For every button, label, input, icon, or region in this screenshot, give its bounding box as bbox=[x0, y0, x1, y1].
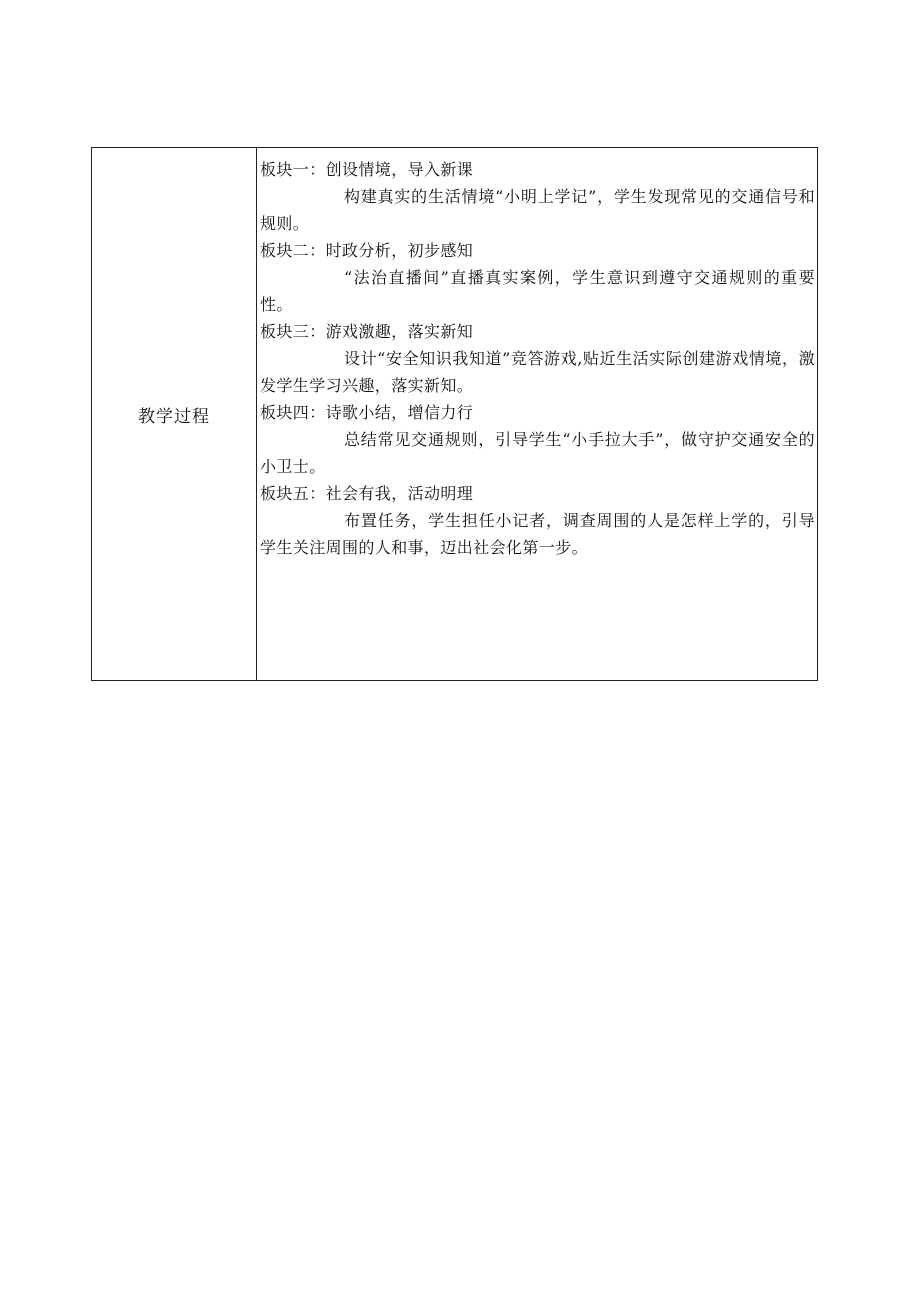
section-1 bbox=[260, 156, 815, 237]
section-heading: 板块四：诗歌小结，增信力行 bbox=[260, 403, 474, 422]
section-heading: 板块二：时政分析，初步感知 bbox=[260, 241, 474, 260]
section-body: 布置任务，学生担任小记者，调查周围的人是怎样上学的，引导学生关注周围的人和事，迈出社会化第一步。 bbox=[260, 511, 815, 557]
content-inner bbox=[260, 156, 815, 561]
section-body: 设计“安全知识我知道”竞答游戏,贴近生活实际创建游戏情境，激发学生学习兴趣，落实新知。 bbox=[260, 349, 815, 395]
section-body: “法治直播间”直播真实案例，学生意识到遵守交通规则的重要性。 bbox=[260, 268, 815, 314]
section-2 bbox=[260, 237, 815, 318]
section-heading: 板块三：游戏激趣，落实新知 bbox=[260, 322, 474, 341]
teaching-process-table bbox=[91, 147, 818, 681]
section-4 bbox=[260, 399, 815, 480]
content-cell bbox=[257, 148, 817, 680]
row-label: 教学过程 bbox=[138, 406, 210, 427]
section-heading: 板块一：创设情境，导入新课 bbox=[260, 160, 474, 179]
section-body: 构建真实的生活情境“小明上学记”，学生发现常见的交通信号和规则。 bbox=[260, 187, 815, 233]
section-5 bbox=[260, 480, 815, 561]
section-heading: 板块五：社会有我，活动明理 bbox=[260, 484, 474, 503]
section-3 bbox=[260, 318, 815, 399]
row-label-cell bbox=[92, 148, 257, 680]
section-body: 总结常见交通规则，引导学生“小手拉大手”，做守护交通安全的小卫士。 bbox=[260, 430, 815, 476]
